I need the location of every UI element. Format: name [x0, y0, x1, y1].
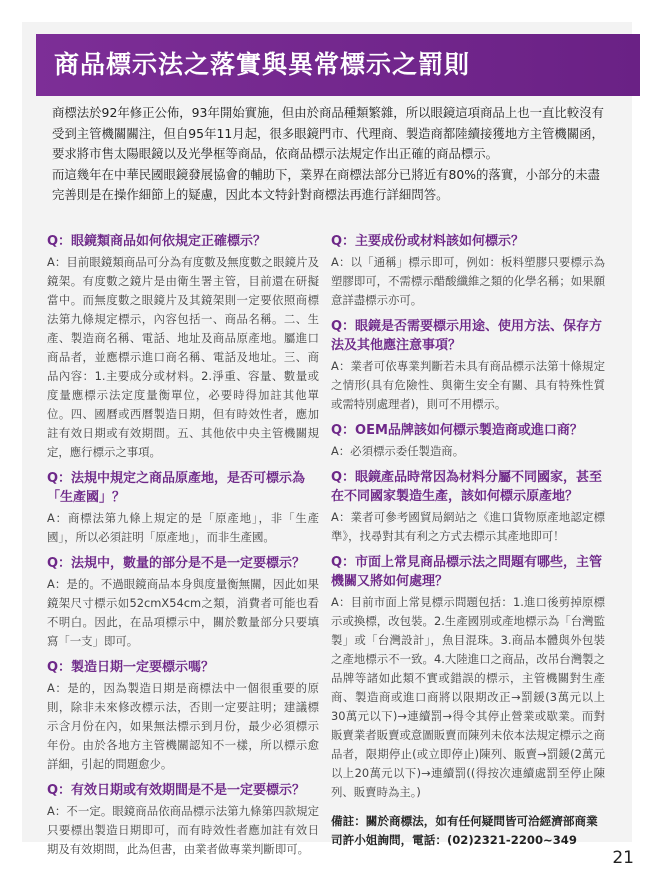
- answer: A：商標法第九條上規定的是「原產地」，非「生產國」，所以必須註明「原產地」，而非生產國。: [47, 511, 319, 544]
- qa-item: [47, 469, 319, 547]
- answer: A：以「通稱」標示即可，例如：板料塑膠只要標示為塑膠即可，不需標示醋酸纖維之類的化學名稱；如果願意詳盡標示亦可。: [331, 255, 605, 307]
- question: Q：市面上常見商品標示法之問題有哪些，主管機關又將如何處理？: [331, 555, 603, 589]
- question: Q：製造日期一定要標示嗎？: [47, 660, 215, 675]
- qa-item: [331, 468, 605, 546]
- intro-paragraph: 而這幾年在中華民國眼鏡發展協會的輔助下，業界在商標法部分已將近有80%的落實，小部分的未盡完善則是在操作細節上的疑慮，因此本文特針對商標法再進行詳細問答。: [52, 166, 600, 202]
- question: Q：法規中，數量的部分是不是一定要標示？: [47, 556, 306, 571]
- footnote: 備註：關於商標法，如有任何疑問皆可洽經濟部商業司許小姐詢問，電話：(02)2321-2200~349: [331, 814, 598, 847]
- question: Q：法規中規定之商品原產地，是否可標示為「生產國」？: [47, 471, 306, 505]
- page-title: 商品標示法之落實與異常標示之罰則: [54, 50, 471, 79]
- qa-item: [331, 317, 605, 414]
- answer: A：不一定。眼鏡商品依商品標示法第九條第四款規定只要標出製造日期即可，而有時效性者應加註有效日期及有效期間，此為但書，由業者做專業判斷即可。: [47, 804, 319, 856]
- qa-item: [47, 781, 319, 859]
- qa-item: [47, 554, 319, 651]
- question: Q：眼鏡是否需要標示用途、使用方法、保存方法及其他應注意事項？: [331, 319, 603, 353]
- question: Q：眼鏡類商品如何依規定正確標示？: [47, 234, 267, 249]
- question: Q：主要成份或材料該如何標示？: [331, 234, 525, 249]
- answer: A：目前市面上常見標示問題包括：1.進口後剪掉原標示或換標，改包裝。2.生產國別或產地標示為「台灣監製」或「台灣設計」，魚目混珠。3.商品本體與外包裝之產地標示不一致。4.大陸進口之商品，改吊台灣製之品牌等諸如此類不實或錯誤的標示，主管機關對生產商、製造商或進口商將以限期改正→罰鍰(3萬元以上30萬元以下)→連續罰→得令其停止營業或歇業。而對販賣業者販賣或意圖販賣而陳列未依本法規定標示之商品者，限期停止(或立即停止)陳列、販賣→罰鍰(2萬元以上20萬元以下)→連續罰((得按次連續處罰至停止陳列、販賣時為主。): [331, 595, 605, 799]
- question: Q：有效日期或有效期間是不是一定要標示？: [47, 783, 306, 798]
- intro-paragraph: 商標法於92年修正公佈，93年開始實施，但由於商品種類繁雜，所以眼鏡這項商品上也一直比較沒有受到主管機關關注，但自95年11月起，很多眼鏡門市、代理商、製造商都陸續接獲地方主管機關函，要求將市售太陽眼鏡以及光學框等商品，依商品標示法規定作出正確的商品標示。: [52, 105, 604, 161]
- left-column: [47, 232, 319, 866]
- right-column: [331, 232, 605, 862]
- answer: A：目前眼鏡類商品可分為有度數及無度數之眼鏡片及鏡架。有度數之鏡片是由衛生署主管，目前還在研擬當中。而無度數之眼鏡片及其鏡架則一定要依照商標法第九條規定標示，內容包括一、商品名稱。二、生產、製造商名稱、電話、地址及商品原產地。屬進口商品者，並應標示進口商名稱、電話及地址。三、商品內容：1.主要成分或材料。2.淨重、容量、數量或度量應標示法定度量衡單位，必要時得加註其他單位。四、國曆或西曆製造日期，但有時效性者，應加註有效日期或有效期間。五、其他依中央主管機關規定，應行標示之事項。: [47, 255, 319, 459]
- answer: A：必須標示委任製造商。: [331, 444, 465, 458]
- answer: A：業者可依專業判斷若未具有商品標示法第十條規定之情形(具有危險性、與衛生安全有關、具有特殊性質或需特別處理者)，則可不用標示。: [331, 359, 605, 411]
- qa-item: [331, 553, 605, 802]
- question: Q：眼鏡產品時常因為材料分屬不同國家，甚至在不同國家製造生產，該如何標示原產地？: [331, 470, 603, 504]
- qa-item: [47, 658, 319, 774]
- qa-item: [331, 421, 605, 461]
- page-number: 21: [612, 848, 634, 868]
- intro-section: [52, 103, 612, 206]
- question: Q：OEM品牌該如何標示製造商或進口商？: [331, 423, 583, 438]
- qa-item: [331, 232, 605, 310]
- answer: A：是的，因為製造日期是商標法中一個很重要的原則，除非未來修改標示法，否則一定要註明；建議標示含月份在內，如果無法標示到月份，最少必須標示年份。由於各地方主管機關認知不一樣，所以標示愈詳細，引起的問題愈少。: [47, 681, 319, 771]
- answer: A：是的。不過眼鏡商品本身與度量衡無關，因此如果鏡架尺寸標示如52cmX54cm之類，消費者可能也看不明白。因此，在品項標示中，關於數量部分只要填寫「一支」即可。: [47, 577, 319, 648]
- answer: A：業者可參考國貿局網站之《進口貨物原產地認定標準》，找尋對其有利之方式去標示其產地即可！: [331, 510, 605, 543]
- title-banner: [36, 34, 640, 96]
- qa-item: [47, 232, 319, 462]
